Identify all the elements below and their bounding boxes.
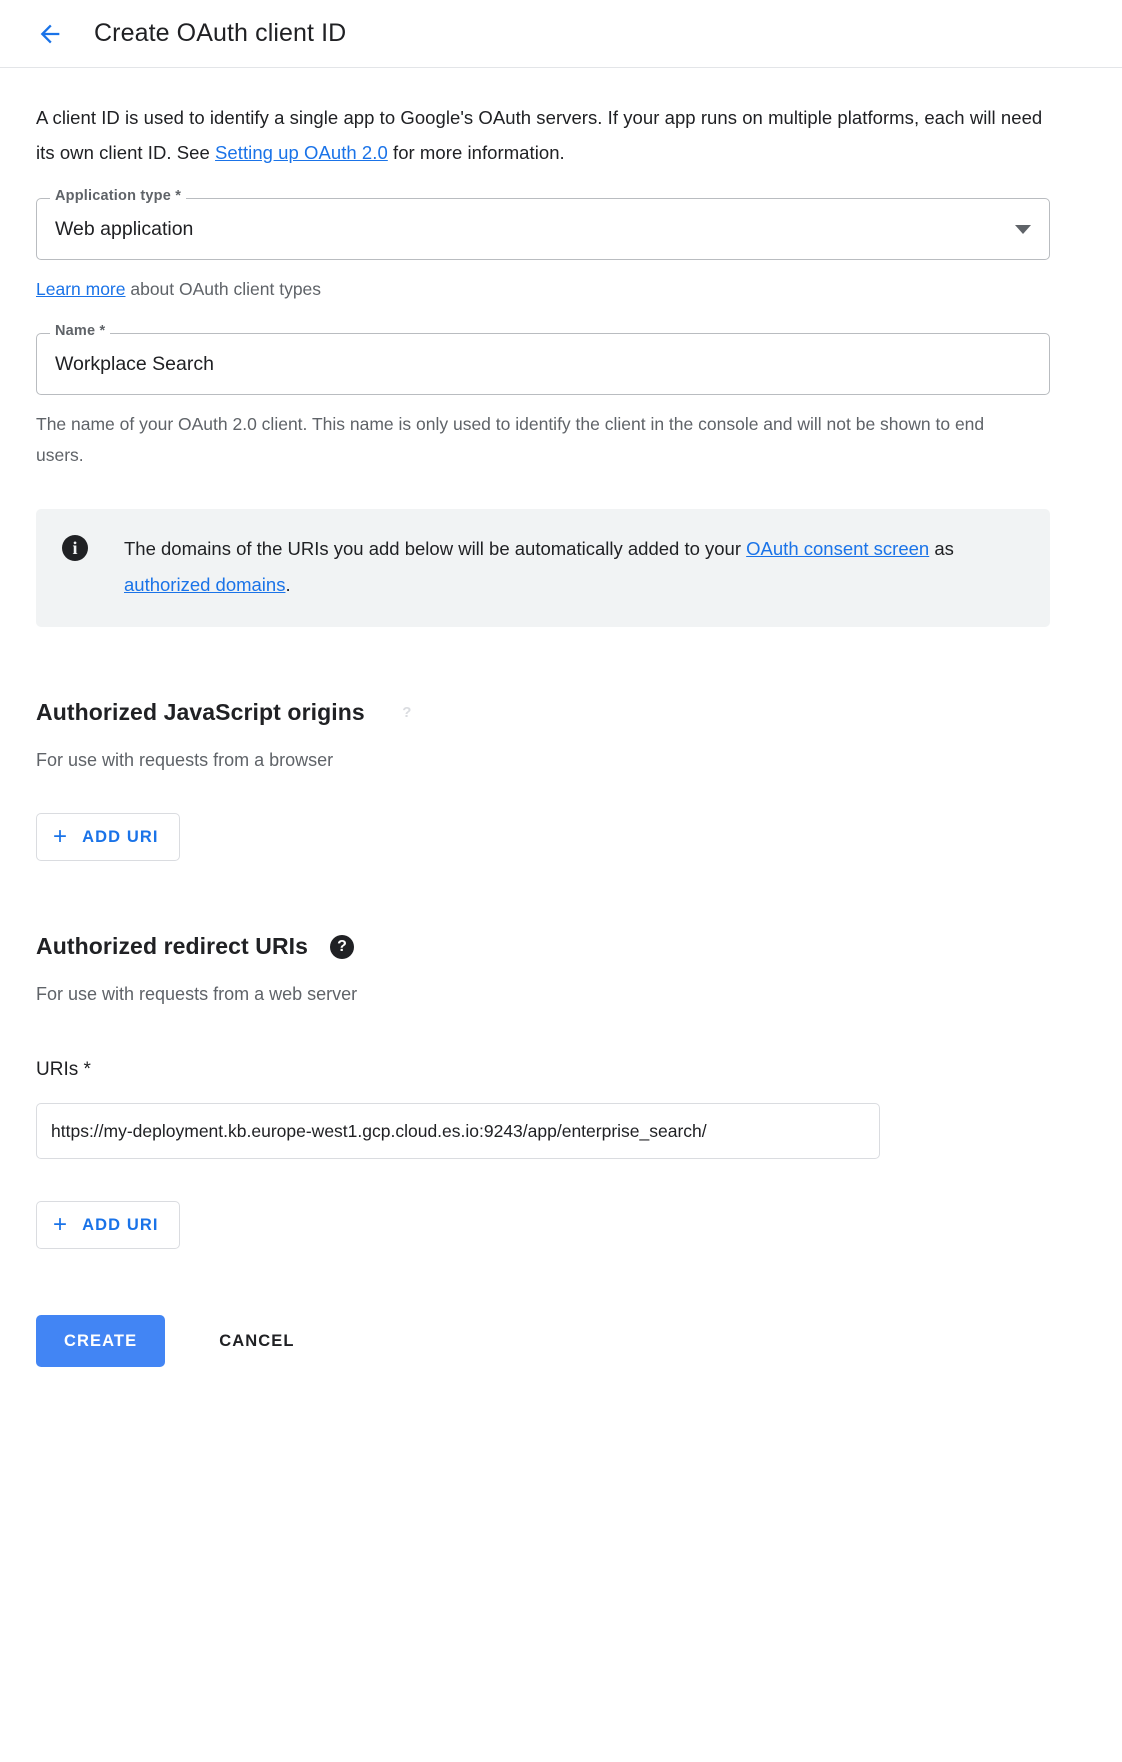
plus-icon: +	[53, 823, 69, 850]
info-text-1: The domains of the URIs you add below will be automatically added to your	[124, 538, 747, 559]
javascript-origins-title-row	[36, 699, 1086, 726]
setting-up-oauth-link[interactable]: Setting up OAuth 2.0	[215, 142, 388, 163]
authorized-domains-link[interactable]: authorized domains	[124, 574, 286, 595]
create-button[interactable]: CREATE	[36, 1315, 165, 1367]
arrow-left-icon	[36, 20, 64, 48]
application-type-label: Application type *	[50, 188, 186, 204]
info-text-2: as	[929, 538, 954, 559]
intro-text-2: for more information.	[387, 142, 565, 163]
name-value: Workplace Search	[55, 352, 214, 375]
uri-input[interactable]	[36, 1103, 880, 1159]
page-title: Create OAuth client ID	[94, 19, 347, 47]
application-type-select[interactable]	[36, 198, 1050, 260]
info-banner-text	[124, 531, 1024, 603]
application-type-value: Web application	[55, 217, 194, 240]
plus-icon: +	[53, 1211, 69, 1238]
javascript-origins-section	[36, 699, 1086, 861]
name-input[interactable]	[36, 333, 1050, 395]
uri-value: https://my-deployment.kb.europe-west1.gcp.cloud.es.io:9243/app/enterprise_search/	[51, 1120, 707, 1141]
form-actions	[36, 1315, 1086, 1427]
name-field[interactable]	[36, 323, 1050, 395]
application-type-helper	[36, 274, 1036, 305]
info-banner	[36, 509, 1050, 627]
javascript-origins-title: Authorized JavaScript origins	[36, 699, 365, 725]
add-uri-button-redirect-uris[interactable]	[36, 1201, 180, 1249]
page-header	[0, 0, 1122, 68]
learn-more-link[interactable]: Learn more	[36, 279, 126, 299]
chevron-down-icon[interactable]	[1015, 225, 1031, 234]
add-uri-label: ADD URI	[82, 827, 159, 846]
application-type-field[interactable]	[36, 188, 1050, 260]
help-icon[interactable]: ?	[330, 935, 354, 959]
back-button[interactable]	[28, 12, 72, 56]
application-type-helper-rest: about OAuth client types	[125, 279, 322, 299]
intro-text-1: A client ID is used to identify a single app to Google's OAuth servers. If your app runs on multiple platforms, each will need its own client ID. See	[36, 107, 1043, 163]
redirect-uris-subtitle: For use with requests from a web server	[36, 984, 358, 1004]
redirect-uris-title: Authorized redirect URIs	[36, 933, 309, 959]
add-uri-label: ADD URI	[82, 1215, 159, 1234]
info-text-3: .	[285, 574, 291, 595]
name-helper-text: The name of your OAuth 2.0 client. This name is only used to identify the client in the console and will not be shown to end users.	[36, 414, 985, 465]
redirect-uris-title-row	[36, 933, 1086, 960]
intro-paragraph	[36, 100, 1046, 170]
info-icon: i	[62, 535, 88, 561]
name-label: Name *	[50, 323, 110, 339]
page-content	[0, 100, 1122, 1427]
help-icon[interactable]: ?	[402, 704, 412, 721]
redirect-uris-section	[36, 933, 1086, 1249]
oauth-consent-screen-link[interactable]: OAuth consent screen	[746, 538, 930, 559]
javascript-origins-subtitle: For use with requests from a browser	[36, 750, 334, 770]
add-uri-button-javascript-origins[interactable]	[36, 813, 180, 861]
uris-label: URIs *	[36, 1059, 91, 1080]
cancel-button[interactable]: CANCEL	[213, 1331, 300, 1352]
